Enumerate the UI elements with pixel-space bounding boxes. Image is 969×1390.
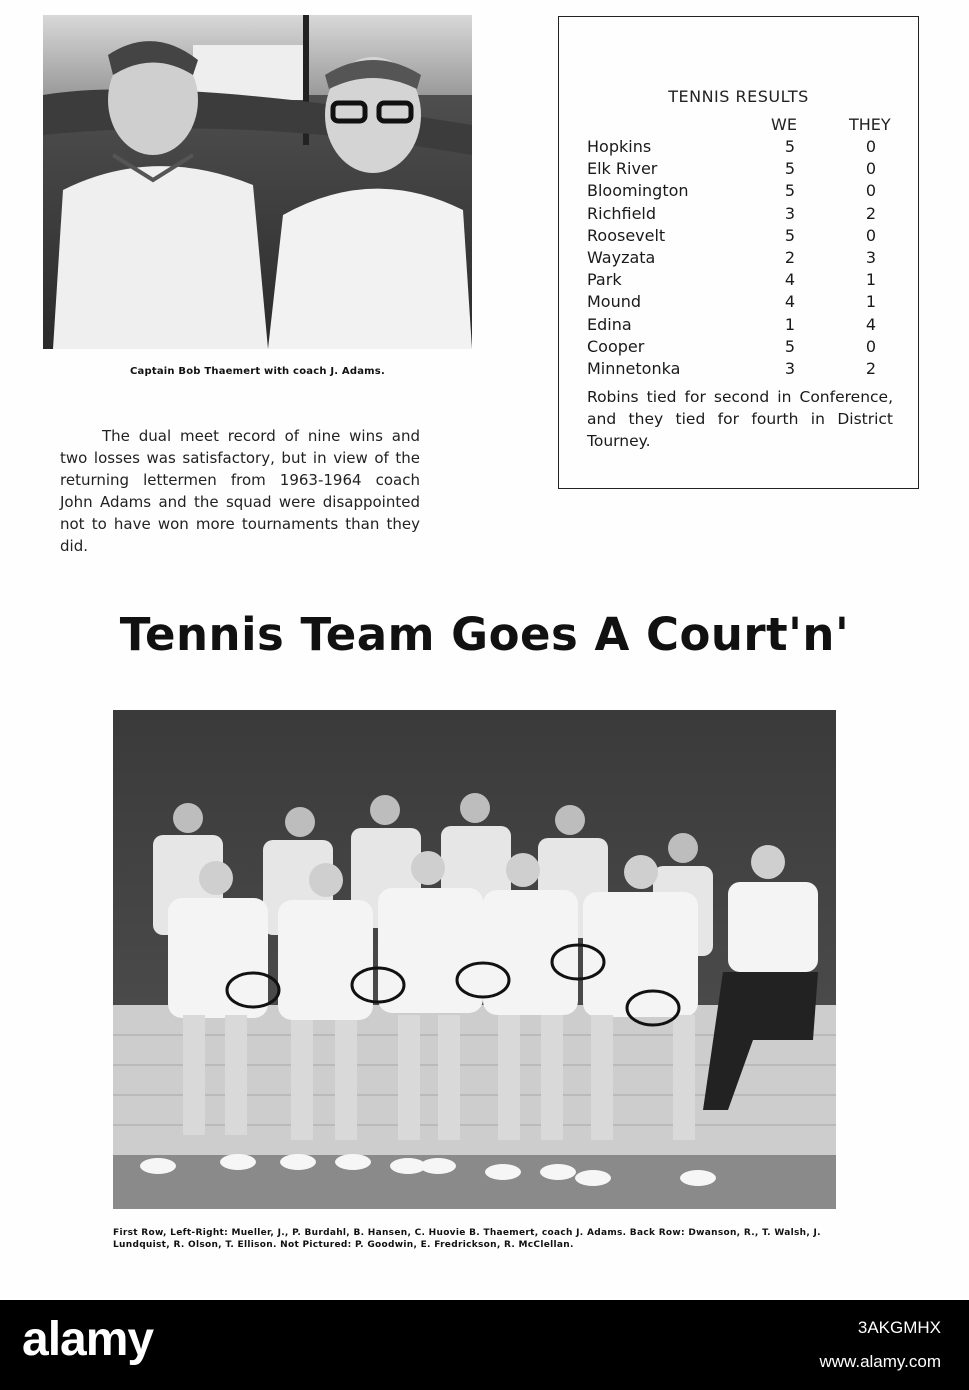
they-score: 2 [865, 203, 877, 223]
we-score: 3 [784, 203, 796, 223]
we-score: 4 [784, 270, 796, 290]
opponent-name: Richfield [587, 203, 657, 223]
result-row [587, 248, 897, 270]
result-row [587, 359, 897, 381]
tennis-results-box [558, 16, 919, 489]
opponent-name: Bloomington [587, 181, 689, 201]
results-title: TENNIS RESULTS [668, 87, 809, 106]
page-headline: Tennis Team Goes A Court'n' [119, 608, 850, 661]
alamy-logo: alamy [22, 1313, 154, 1366]
result-row [587, 337, 897, 359]
result-row [587, 226, 897, 248]
they-column-header: THEY [849, 115, 891, 134]
watermark-url: www.alamy.com [819, 1352, 941, 1371]
team-photo-illustration [113, 710, 836, 1209]
results-list [587, 137, 897, 381]
result-row [587, 292, 897, 314]
we-score: 5 [784, 336, 796, 356]
result-row [587, 181, 897, 203]
they-score: 1 [865, 292, 877, 312]
opponent-name: Wayzata [587, 247, 656, 267]
we-score: 4 [784, 292, 796, 312]
results-note: Robins tied for second in Conference, and they tied for fourth in District Tourney. [587, 388, 893, 450]
captain-coach-photo-illustration [43, 15, 472, 349]
we-score: 5 [784, 181, 796, 201]
watermark-bar [0, 1300, 969, 1390]
they-score: 0 [865, 336, 877, 356]
captain-coach-photo [43, 15, 472, 349]
intro-paragraph: The dual meet record of nine wins and two losses was satisfactory, but in view of the returning lettermen from 1963-1964 coach John Adams and the squad were disappointed not to have won more tournaments than they did. [60, 427, 420, 555]
we-score: 5 [784, 159, 796, 179]
image-code: 3AKGMHX [857, 1318, 941, 1337]
opponent-name: Elk River [587, 159, 658, 179]
result-row [587, 270, 897, 292]
we-score: 5 [784, 225, 796, 245]
opponent-name: Hopkins [587, 137, 652, 156]
result-row [587, 137, 897, 159]
opponent-name: Cooper [587, 336, 645, 356]
they-score: 2 [865, 358, 877, 378]
we-column-header: WE [771, 115, 797, 134]
opponent-name: Roosevelt [587, 225, 666, 245]
team-photo-caption: First Row, Left-Right: Mueller, J., P. Burdahl, B. Hansen, C. Huovie B. Thaemert, coach J. Adams. Back Row: Dwanson, R., T. Walsh, J. Lundquist, R. Olson, T. Ellison. Not Pictured: P. Goodwin, E. Fredrickson, R. McClellan. [113, 1228, 821, 1250]
result-row [587, 204, 897, 226]
opponent-name: Mound [587, 292, 642, 312]
team-photo [113, 710, 836, 1209]
they-score: 0 [865, 137, 877, 156]
captain-photo-caption: Captain Bob Thaemert with coach J. Adams. [130, 366, 385, 377]
we-score: 5 [784, 137, 796, 156]
result-row [587, 159, 897, 181]
opponent-name: Edina [587, 314, 632, 334]
we-score: 3 [784, 358, 796, 378]
opponent-name: Minnetonka [587, 358, 681, 378]
they-score: 0 [865, 181, 877, 201]
we-score: 2 [784, 247, 796, 267]
they-score: 1 [865, 270, 877, 290]
opponent-name: Park [587, 270, 622, 290]
they-score: 3 [865, 247, 877, 267]
we-score: 1 [784, 314, 796, 334]
they-score: 0 [865, 225, 877, 245]
result-row [587, 315, 897, 337]
they-score: 4 [865, 314, 877, 334]
they-score: 0 [865, 159, 877, 179]
